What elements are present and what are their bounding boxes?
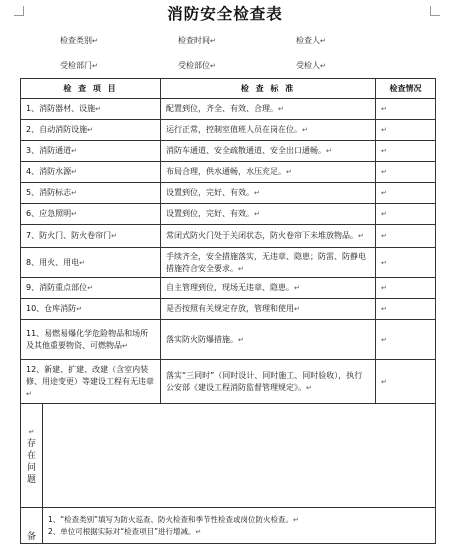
- row-standard[interactable]: 设置到位，完好、有效。↵: [161, 183, 376, 204]
- table-row: [21, 162, 436, 183]
- table-row: [21, 299, 436, 320]
- table-row: [21, 141, 436, 162]
- table-row: [21, 225, 436, 248]
- result-cell[interactable]: ↵: [376, 183, 436, 204]
- inspection-table: [20, 78, 436, 544]
- notes-label: 备: [21, 508, 43, 544]
- result-cell[interactable]: ↵: [376, 99, 436, 120]
- document-title[interactable]: 消防安全检查表: [167, 5, 283, 23]
- field-inspection-time[interactable]: [178, 35, 216, 46]
- field-label: 检查类别: [60, 36, 92, 45]
- table-row: [21, 120, 436, 141]
- field-label: 受检部门: [60, 61, 92, 70]
- table-row: [21, 360, 436, 404]
- table-row: [21, 320, 436, 360]
- result-cell[interactable]: ↵: [376, 120, 436, 141]
- result-cell[interactable]: ↵: [376, 360, 436, 404]
- paragraph-mark: ↵: [92, 62, 98, 70]
- field-inspected-area[interactable]: [178, 60, 216, 71]
- issues-cell[interactable]: [43, 404, 436, 508]
- result-cell[interactable]: ↵: [376, 141, 436, 162]
- row-item[interactable]: 11、易燃易爆化学危险物品和场所及其他重要物资、可燃物品↵: [21, 320, 161, 360]
- row-standard[interactable]: 运行正常，控制室值班人员在岗在位。↵: [161, 120, 376, 141]
- row-standard[interactable]: 是否按照有关规定存放，管理和使用↵: [161, 299, 376, 320]
- table-row: [21, 99, 436, 120]
- row-standard[interactable]: 自主管理到位，现场无违章、隐患。↵: [161, 278, 376, 299]
- field-label: 受检人: [296, 61, 320, 70]
- row-item[interactable]: 1、消防器材、设施↵: [21, 99, 161, 120]
- row-item[interactable]: 10、仓库消防↵: [21, 299, 161, 320]
- result-cell[interactable]: ↵: [376, 248, 436, 278]
- table-row: [21, 278, 436, 299]
- notes-row: [21, 508, 436, 544]
- field-inspector[interactable]: [296, 35, 326, 46]
- field-inspection-category[interactable]: [60, 35, 98, 46]
- row-item[interactable]: 6、应急照明↵: [21, 204, 161, 225]
- header-result: 检查情况: [376, 79, 436, 99]
- note-line: 1、“检查类别”填写为防火巡查、防火检查和季节性检查或岗位防火检查。↵: [48, 514, 299, 524]
- row-item[interactable]: 4、消防水源↵: [21, 162, 161, 183]
- issues-label: ↵ 存 在 问 题: [21, 404, 43, 508]
- paragraph-mark: ↵: [210, 62, 216, 70]
- row-standard[interactable]: 落实防火防爆措施。↵: [161, 320, 376, 360]
- row-standard[interactable]: 落实“三同时”（同时设计、同时施工、同时验收），执行公安部《建设工程消防监督管理规定》。↵: [161, 360, 376, 404]
- note-line: 2、单位可根据实际对“检查项目”进行增减。↵: [48, 526, 202, 536]
- field-inspected-department[interactable]: [60, 60, 98, 71]
- header-item: 检 查 项 目: [21, 79, 161, 99]
- row-standard[interactable]: 消防车通道、安全疏散通道、安全出口通畅。↵: [161, 141, 376, 162]
- row-item[interactable]: 8、用火、用电↵: [21, 248, 161, 278]
- row-item[interactable]: 12、新建、扩建、改建（含室内装修、用途变更）等建设工程有无违章↵: [21, 360, 161, 404]
- row-item[interactable]: 7、防火门、防火卷帘门↵: [21, 225, 161, 248]
- table-header-row: [21, 79, 436, 99]
- row-standard[interactable]: 设置到位，完好、有效。↵: [161, 204, 376, 225]
- row-standard[interactable]: 手续齐全，安全措施落实，无违章、隐患；防雷、防静电措施符合安全要求。↵: [161, 248, 376, 278]
- row-item[interactable]: 3、消防通道↵: [21, 141, 161, 162]
- row-item[interactable]: 5、消防标志↵: [21, 183, 161, 204]
- field-inspected-person[interactable]: [296, 60, 326, 71]
- row-item[interactable]: 9、消防重点部位↵: [21, 278, 161, 299]
- row-standard[interactable]: 布局合理，供水通畅，水压充足。↵: [161, 162, 376, 183]
- result-cell[interactable]: ↵: [376, 299, 436, 320]
- table-row: [21, 248, 436, 278]
- field-label: 检查时间: [178, 36, 210, 45]
- row-standard[interactable]: 常闭式防火门处于关闭状态，防火卷帘下未堆放物品。↵: [161, 225, 376, 248]
- field-label: 受检部位: [178, 61, 210, 70]
- result-cell[interactable]: ↵: [376, 320, 436, 360]
- field-label: 检查人: [296, 36, 320, 45]
- table-row: [21, 204, 436, 225]
- result-cell[interactable]: ↵: [376, 204, 436, 225]
- row-standard[interactable]: 配置到位，齐全、有效、合理。↵: [161, 99, 376, 120]
- paragraph-mark: ↵: [320, 37, 326, 45]
- header-standard: 检 查 标 准: [161, 79, 376, 99]
- paragraph-mark: ↵: [92, 37, 98, 45]
- paragraph-mark: ↵: [210, 37, 216, 45]
- table-row: [21, 183, 436, 204]
- result-cell[interactable]: ↵: [376, 278, 436, 299]
- result-cell[interactable]: ↵: [376, 162, 436, 183]
- row-item[interactable]: 2、自动消防设施↵: [21, 120, 161, 141]
- notes-cell[interactable]: [43, 508, 436, 544]
- result-cell[interactable]: ↵: [376, 225, 436, 248]
- issues-row: [21, 404, 436, 508]
- paragraph-mark: ↵: [320, 62, 326, 70]
